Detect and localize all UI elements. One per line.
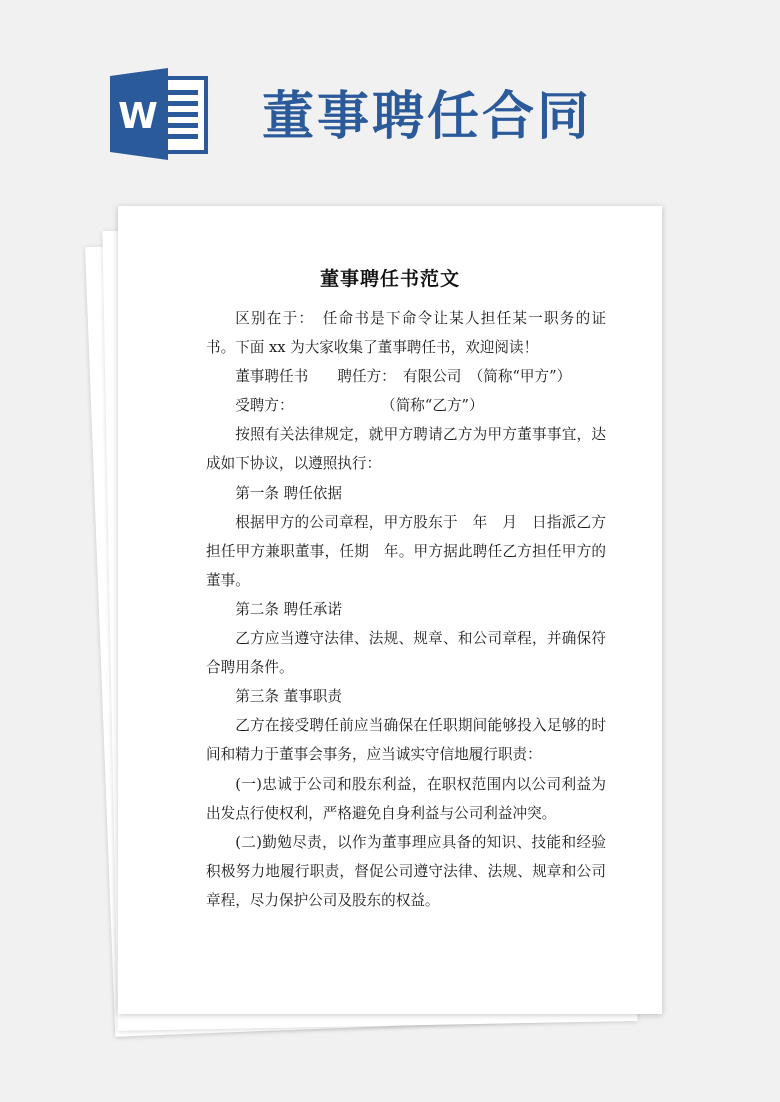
- paragraph-article-3-item-2: (二)勤勉尽责，以作为董事理应具备的知识、技能和经验积极努力地履行职责，督促公司遵守法律、法规、规章和公司章程，尽力保护公司及股东的权益。: [206, 833, 606, 909]
- paragraph-employee: 受聘方： （简称“乙方”）: [235, 397, 484, 415]
- word-document-icon: [110, 68, 210, 160]
- paragraph-article-2: 乙方应当遵守法律、法规、规章、和公司章程，并确保符合聘用条件。: [206, 630, 606, 677]
- word-icon-letter: W: [118, 96, 158, 137]
- heading-article-2: 第二条 聘任承诺: [235, 600, 342, 618]
- heading-article-1: 第一条 聘任依据: [235, 484, 342, 502]
- document-body: [206, 304, 606, 915]
- paragraph-article-1: 根据甲方的公司章程，甲方股东于 年 月 日指派乙方担任甲方兼职董事，任期 年。甲方据此聘任乙方担任甲方的董事。: [206, 513, 606, 589]
- document-title: 董事聘任书范文: [319, 268, 460, 290]
- document-page: [118, 206, 662, 1014]
- header-banner: [0, 0, 780, 200]
- heading-article-3: 第三条 董事职责: [235, 688, 342, 706]
- paragraph-employer: 董事聘任书 聘任方： 有限公司 （简称“甲方”）: [235, 368, 572, 386]
- paragraph-intro: 区别在于： 任命书是下命令让某人担任某一职务的证书。下面 xx 为大家收集了董事聘任书，欢迎阅读！: [206, 310, 606, 357]
- paragraph-article-3: 乙方在接受聘任前应当确保在任职期间能够投入足够的时间和精力于董事会事务，应当诚实守信地履行职责：: [206, 717, 606, 764]
- page-title: 董事聘任合同: [262, 87, 593, 147]
- paragraph-agreement: 按照有关法律规定，就甲方聘请乙方为甲方董事事宜，达成如下协议，以遵照执行：: [206, 426, 606, 473]
- paragraph-article-3-item-1: (一)忠诚于公司和股东利益，在职权范围内以公司利益为出发点行使权利，严格避免自身利益与公司利益冲突。: [206, 775, 606, 822]
